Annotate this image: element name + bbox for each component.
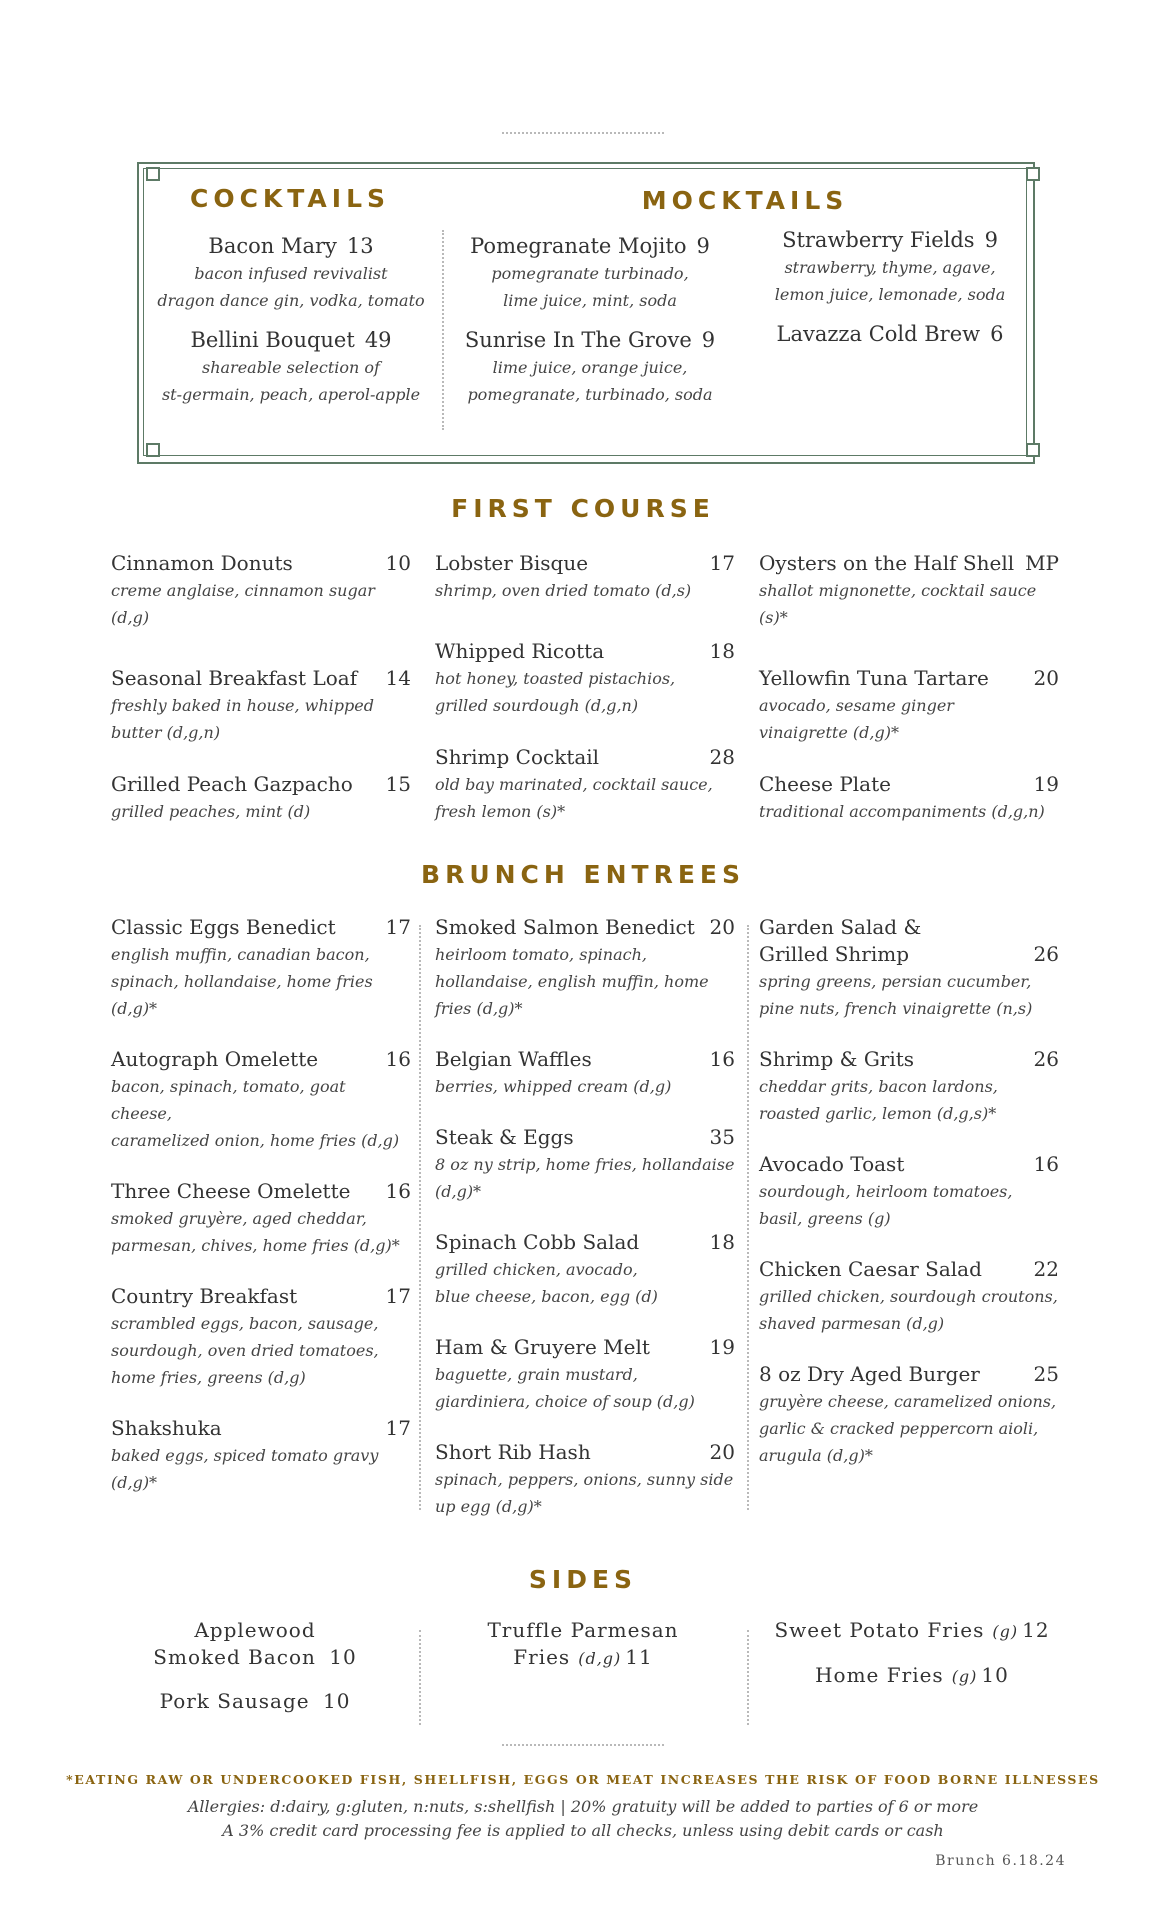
- item-name: Garden Salad &: [759, 915, 922, 939]
- sides-column-1: [110, 1617, 400, 1732]
- sides-divider-2: [747, 1630, 749, 1725]
- item-name: Smoked Salmon Benedict: [435, 915, 695, 939]
- menu-item: [435, 550, 735, 604]
- item-description: avocado, sesame ginger: [759, 696, 954, 715]
- item-name: Lobster Bisque: [435, 551, 589, 575]
- item-name: Short Rib Hash: [435, 1440, 591, 1464]
- item-price: 9: [701, 328, 716, 352]
- menu-item: [111, 550, 411, 631]
- menu-item: [759, 1361, 1059, 1469]
- item-price: 13: [346, 234, 374, 258]
- item-description: basil, greens (g): [759, 1209, 891, 1228]
- side-price: 12: [1022, 1618, 1050, 1642]
- menu-item: [435, 1229, 735, 1310]
- menu-item: [150, 232, 432, 314]
- item-description: sourdough, oven dried tomatoes,: [111, 1341, 379, 1360]
- menu-item: [750, 320, 1030, 348]
- menu-item: [759, 665, 1059, 746]
- item-price: 16: [385, 1047, 411, 1071]
- item-description: fresh lemon (s)*: [435, 802, 566, 821]
- item-price: 16: [1033, 1152, 1059, 1176]
- item-name: Seasonal Breakfast Loaf: [111, 666, 358, 690]
- item-name: Belgian Waffles: [435, 1047, 592, 1071]
- sides-divider-1: [419, 1630, 421, 1725]
- menu-item: [111, 914, 411, 1022]
- item-name: Three Cheese Omelette: [111, 1179, 351, 1203]
- item-price: 17: [385, 1284, 411, 1308]
- menu-item: [435, 1046, 735, 1100]
- menu-item: [759, 1046, 1059, 1127]
- item-description: shrimp, oven dried tomato (d,s): [435, 581, 692, 600]
- item-description: vinaigrette (d,g)*: [759, 723, 899, 742]
- item-description: berries, whipped cream (d,g): [435, 1077, 672, 1096]
- side-allergen-tag: (d,g): [578, 1649, 622, 1668]
- item-price: 20: [709, 1440, 735, 1464]
- item-price: 14: [385, 666, 411, 690]
- menu-item: [111, 771, 411, 825]
- item-description: roasted garlic, lemon (d,g,s)*: [759, 1104, 997, 1123]
- item-name: 8 oz Dry Aged Burger: [759, 1362, 980, 1386]
- item-price: 9: [696, 234, 710, 258]
- side-price: 11: [625, 1645, 653, 1669]
- item-price: 6: [990, 322, 1004, 346]
- item-description: fries (d,g)*: [435, 999, 523, 1018]
- mocktails-heading: MOCKTAILS: [641, 186, 849, 215]
- menu-item: [111, 1178, 411, 1259]
- menu-item: [435, 1124, 735, 1205]
- item-description: caramelized onion, home fries (d,g): [111, 1131, 400, 1150]
- item-price: 15: [385, 772, 411, 796]
- item-name: Steak & Eggs: [435, 1125, 574, 1149]
- item-description: lemon juice, lemonade, soda: [774, 285, 1006, 304]
- item-description: spinach, peppers, onions, sunny side: [435, 1470, 734, 1489]
- menu-item: [450, 232, 730, 314]
- item-name: Grilled Peach Gazpacho: [111, 772, 353, 796]
- menu-item: [435, 744, 735, 825]
- mocktails-list-2: [750, 226, 1030, 360]
- item-price: 25: [1033, 1362, 1059, 1386]
- item-description: bacon, spinach, tomato, goat cheese,: [111, 1077, 346, 1123]
- menu-item: [435, 914, 735, 1022]
- item-name: Oysters on the Half Shell: [759, 551, 1015, 575]
- item-name: Whipped Ricotta: [435, 639, 605, 663]
- menu-item: [435, 1334, 735, 1415]
- frame-corner: [146, 443, 160, 457]
- food-safety-warning: *EATING RAW OR UNDERCOOKED FISH, SHELLFISH, EGGS OR MEAT INCREASES THE RISK OF FOOD BORNE ILLNESSES: [66, 1772, 1100, 1787]
- first-course-column-1: [111, 550, 411, 849]
- item-description: shareable selection of: [202, 358, 380, 377]
- side-item: [438, 1617, 728, 1672]
- menu-version-stamp: Brunch 6.18.24: [935, 1853, 1066, 1869]
- entrees-column-3: [759, 914, 1059, 1493]
- item-price: 18: [709, 1230, 735, 1254]
- item-price: 9: [984, 228, 998, 252]
- item-description: (d,g)*: [435, 1182, 482, 1201]
- menu-item: [435, 638, 735, 719]
- item-price: 26: [1033, 1047, 1059, 1071]
- item-description: pomegranate turbinado,: [491, 264, 689, 283]
- item-description: arugula (d,g)*: [759, 1446, 873, 1465]
- item-description: pomegranate, turbinado, soda: [467, 385, 713, 404]
- item-description: shallot mignonette, cocktail sauce (s)*: [759, 581, 1037, 627]
- side-name-line-2: Fries: [513, 1645, 571, 1669]
- item-description: traditional accompaniments (d,g,n): [759, 802, 1045, 821]
- side-item: [762, 1662, 1062, 1690]
- item-price: 49: [364, 328, 392, 352]
- item-price: 35: [709, 1125, 735, 1149]
- menu-item: [111, 1283, 411, 1391]
- menu-item: [759, 550, 1059, 631]
- item-description: butter (d,g,n): [111, 723, 221, 742]
- item-name: Ham & Gruyere Melt: [435, 1335, 650, 1359]
- item-description: cheddar grits, bacon lardons,: [759, 1077, 998, 1096]
- side-item: [762, 1617, 1062, 1645]
- item-price: 20: [709, 915, 735, 939]
- item-price: 18: [709, 639, 735, 663]
- item-description: giardiniera, choice of soup (d,g): [435, 1392, 695, 1411]
- item-name: Country Breakfast: [111, 1284, 298, 1308]
- item-name: Strawberry Fields: [782, 228, 975, 252]
- cocktails-heading: COCKTAILS: [189, 184, 391, 213]
- menu-item: [759, 1256, 1059, 1337]
- item-price: 20: [1033, 666, 1059, 690]
- side-item: [110, 1688, 400, 1715]
- item-description: home fries, greens (d,g): [111, 1368, 306, 1387]
- item-name: Shrimp & Grits: [759, 1047, 915, 1071]
- menu-item: [111, 665, 411, 746]
- item-description: hot honey, toasted pistachios,: [435, 669, 676, 688]
- item-name-line-2: Grilled Shrimp: [759, 942, 910, 966]
- item-description: (d,g)*: [111, 1473, 158, 1492]
- side-price: 10: [329, 1645, 357, 1669]
- item-price: 19: [709, 1335, 735, 1359]
- item-description: strawberry, thyme, agave,: [784, 258, 996, 277]
- item-description: grilled sourdough (d,g,n): [435, 696, 639, 715]
- cocktails-list: [150, 232, 432, 420]
- item-price: 16: [709, 1047, 735, 1071]
- item-name: Classic Eggs Benedict: [111, 915, 336, 939]
- menu-item: [435, 1439, 735, 1520]
- menu-item: [759, 771, 1059, 825]
- item-description: scrambled eggs, bacon, sausage,: [111, 1314, 379, 1333]
- item-description: baked eggs, spiced tomato gravy: [111, 1446, 379, 1465]
- item-name: Pomegranate Mojito: [470, 234, 687, 258]
- item-description: parmesan, chives, home fries (d,g)*: [111, 1236, 400, 1255]
- drinks-column-divider: [442, 230, 444, 430]
- processing-fee-note: A 3% credit card processing fee is applied to all checks, unless using debit cards or cash: [222, 1821, 944, 1840]
- side-name: Pork Sausage: [159, 1689, 310, 1713]
- sides-column-3: [762, 1617, 1062, 1707]
- side-name-line-2: Smoked Bacon: [153, 1645, 316, 1669]
- item-description: sourdough, heirloom tomatoes,: [759, 1182, 1013, 1201]
- item-price: 17: [385, 915, 411, 939]
- side-price: 10: [981, 1663, 1009, 1687]
- entrees-column-1: [111, 914, 411, 1520]
- menu-item: [759, 1151, 1059, 1232]
- side-name: Home Fries: [815, 1663, 944, 1687]
- side-item: [110, 1617, 400, 1671]
- side-allergen-tag: (g): [992, 1622, 1019, 1641]
- item-description: grilled chicken, avocado,: [435, 1260, 638, 1279]
- item-name: Sunrise In The Grove: [464, 328, 692, 352]
- item-description: baguette, grain mustard,: [435, 1365, 638, 1384]
- item-description: grilled peaches, mint (d): [111, 802, 311, 821]
- item-price: MP: [1025, 551, 1059, 575]
- item-name: Chicken Caesar Salad: [759, 1257, 982, 1281]
- entrees-column-2: [435, 914, 735, 1544]
- first-course-column-2: [435, 550, 735, 849]
- side-allergen-tag: (g): [951, 1667, 978, 1686]
- item-description: (d,g)*: [111, 999, 158, 1018]
- sides-column-2: [438, 1617, 728, 1689]
- item-description: grilled chicken, sourdough croutons,: [759, 1287, 1058, 1306]
- item-name: Avocado Toast: [759, 1152, 905, 1176]
- item-name: Bacon Mary: [208, 234, 337, 258]
- allergy-note: Allergies: d:dairy, g:gluten, n:nuts, s:shellfish | 20% gratuity will be added to parties of 6 or more: [187, 1797, 979, 1816]
- item-price: 22: [1033, 1257, 1059, 1281]
- item-name: Cinnamon Donuts: [111, 551, 293, 575]
- item-description: old bay marinated, cocktail sauce,: [435, 775, 713, 794]
- item-price: 26: [1033, 942, 1059, 966]
- item-price: 28: [709, 745, 735, 769]
- menu-item: [111, 1415, 411, 1496]
- menu-item: [450, 326, 730, 408]
- item-description: dragon dance gin, vodka, tomato: [157, 291, 425, 310]
- item-price: 16: [385, 1179, 411, 1203]
- item-description: blue cheese, bacon, egg (d): [435, 1287, 658, 1306]
- item-name: Cheese Plate: [759, 772, 891, 796]
- frame-corner: [146, 167, 160, 181]
- item-description: st-germain, peach, aperol-apple: [161, 385, 421, 404]
- menu-item: [750, 226, 1030, 308]
- sides-heading: SIDES: [528, 1565, 638, 1594]
- item-price: 17: [709, 551, 735, 575]
- entrees-divider-1: [419, 925, 421, 1510]
- item-description: spring greens, persian cucumber,: [759, 972, 1032, 991]
- side-price: 10: [322, 1689, 351, 1713]
- frame-corner: [1026, 443, 1040, 457]
- menu-item: [150, 326, 432, 408]
- first-course-heading: FIRST COURSE: [451, 494, 715, 523]
- item-description: lime juice, mint, soda: [503, 291, 677, 310]
- item-description: gruyère cheese, caramelized onions,: [759, 1392, 1057, 1411]
- item-description: shaved parmesan (d,g): [759, 1314, 945, 1333]
- brunch-entrees-heading: BRUNCH ENTREES: [421, 860, 745, 889]
- item-description: 8 oz ny strip, home fries, hollandaise: [435, 1155, 735, 1174]
- mocktails-list-1: [450, 232, 730, 420]
- item-description: garlic & cracked peppercorn aioli,: [759, 1419, 1039, 1438]
- side-name: Truffle Parmesan: [487, 1618, 679, 1642]
- item-description: pine nuts, french vinaigrette (n,s): [759, 999, 1033, 1018]
- side-name: Applewood: [194, 1618, 316, 1642]
- item-description: english muffin, canadian bacon,: [111, 945, 370, 964]
- item-description: up egg (d,g)*: [435, 1497, 542, 1516]
- item-description: spinach, hollandaise, home fries: [111, 972, 373, 991]
- menu-item: [759, 914, 1059, 1022]
- item-name: Shakshuka: [111, 1416, 222, 1440]
- item-description: lime juice, orange juice,: [492, 358, 688, 377]
- item-description: creme anglaise, cinnamon sugar (d,g): [111, 581, 375, 627]
- item-name: Autograph Omelette: [111, 1047, 319, 1071]
- item-name: Lavazza Cold Brew: [776, 322, 981, 346]
- bottom-divider: [502, 1744, 664, 1746]
- side-name: Sweet Potato Fries: [774, 1618, 985, 1642]
- top-divider: [502, 132, 664, 134]
- first-course-column-3: [759, 550, 1059, 849]
- item-description: hollandaise, english muffin, home: [435, 972, 709, 991]
- item-name: Spinach Cobb Salad: [435, 1230, 640, 1254]
- item-price: 19: [1033, 772, 1059, 796]
- frame-corner: [1026, 167, 1040, 181]
- item-price: 10: [385, 551, 411, 575]
- item-description: smoked gruyère, aged cheddar,: [111, 1209, 367, 1228]
- item-name: Shrimp Cocktail: [435, 745, 600, 769]
- item-description: bacon infused revivalist: [194, 264, 388, 283]
- item-price: 17: [385, 1416, 411, 1440]
- item-name: Bellini Bouquet: [190, 328, 355, 352]
- item-name: Yellowfin Tuna Tartare: [759, 666, 989, 690]
- item-description: freshly baked in house, whipped: [111, 696, 374, 715]
- item-description: heirloom tomato, spinach,: [435, 945, 647, 964]
- menu-item: [111, 1046, 411, 1154]
- entrees-divider-2: [747, 925, 749, 1510]
